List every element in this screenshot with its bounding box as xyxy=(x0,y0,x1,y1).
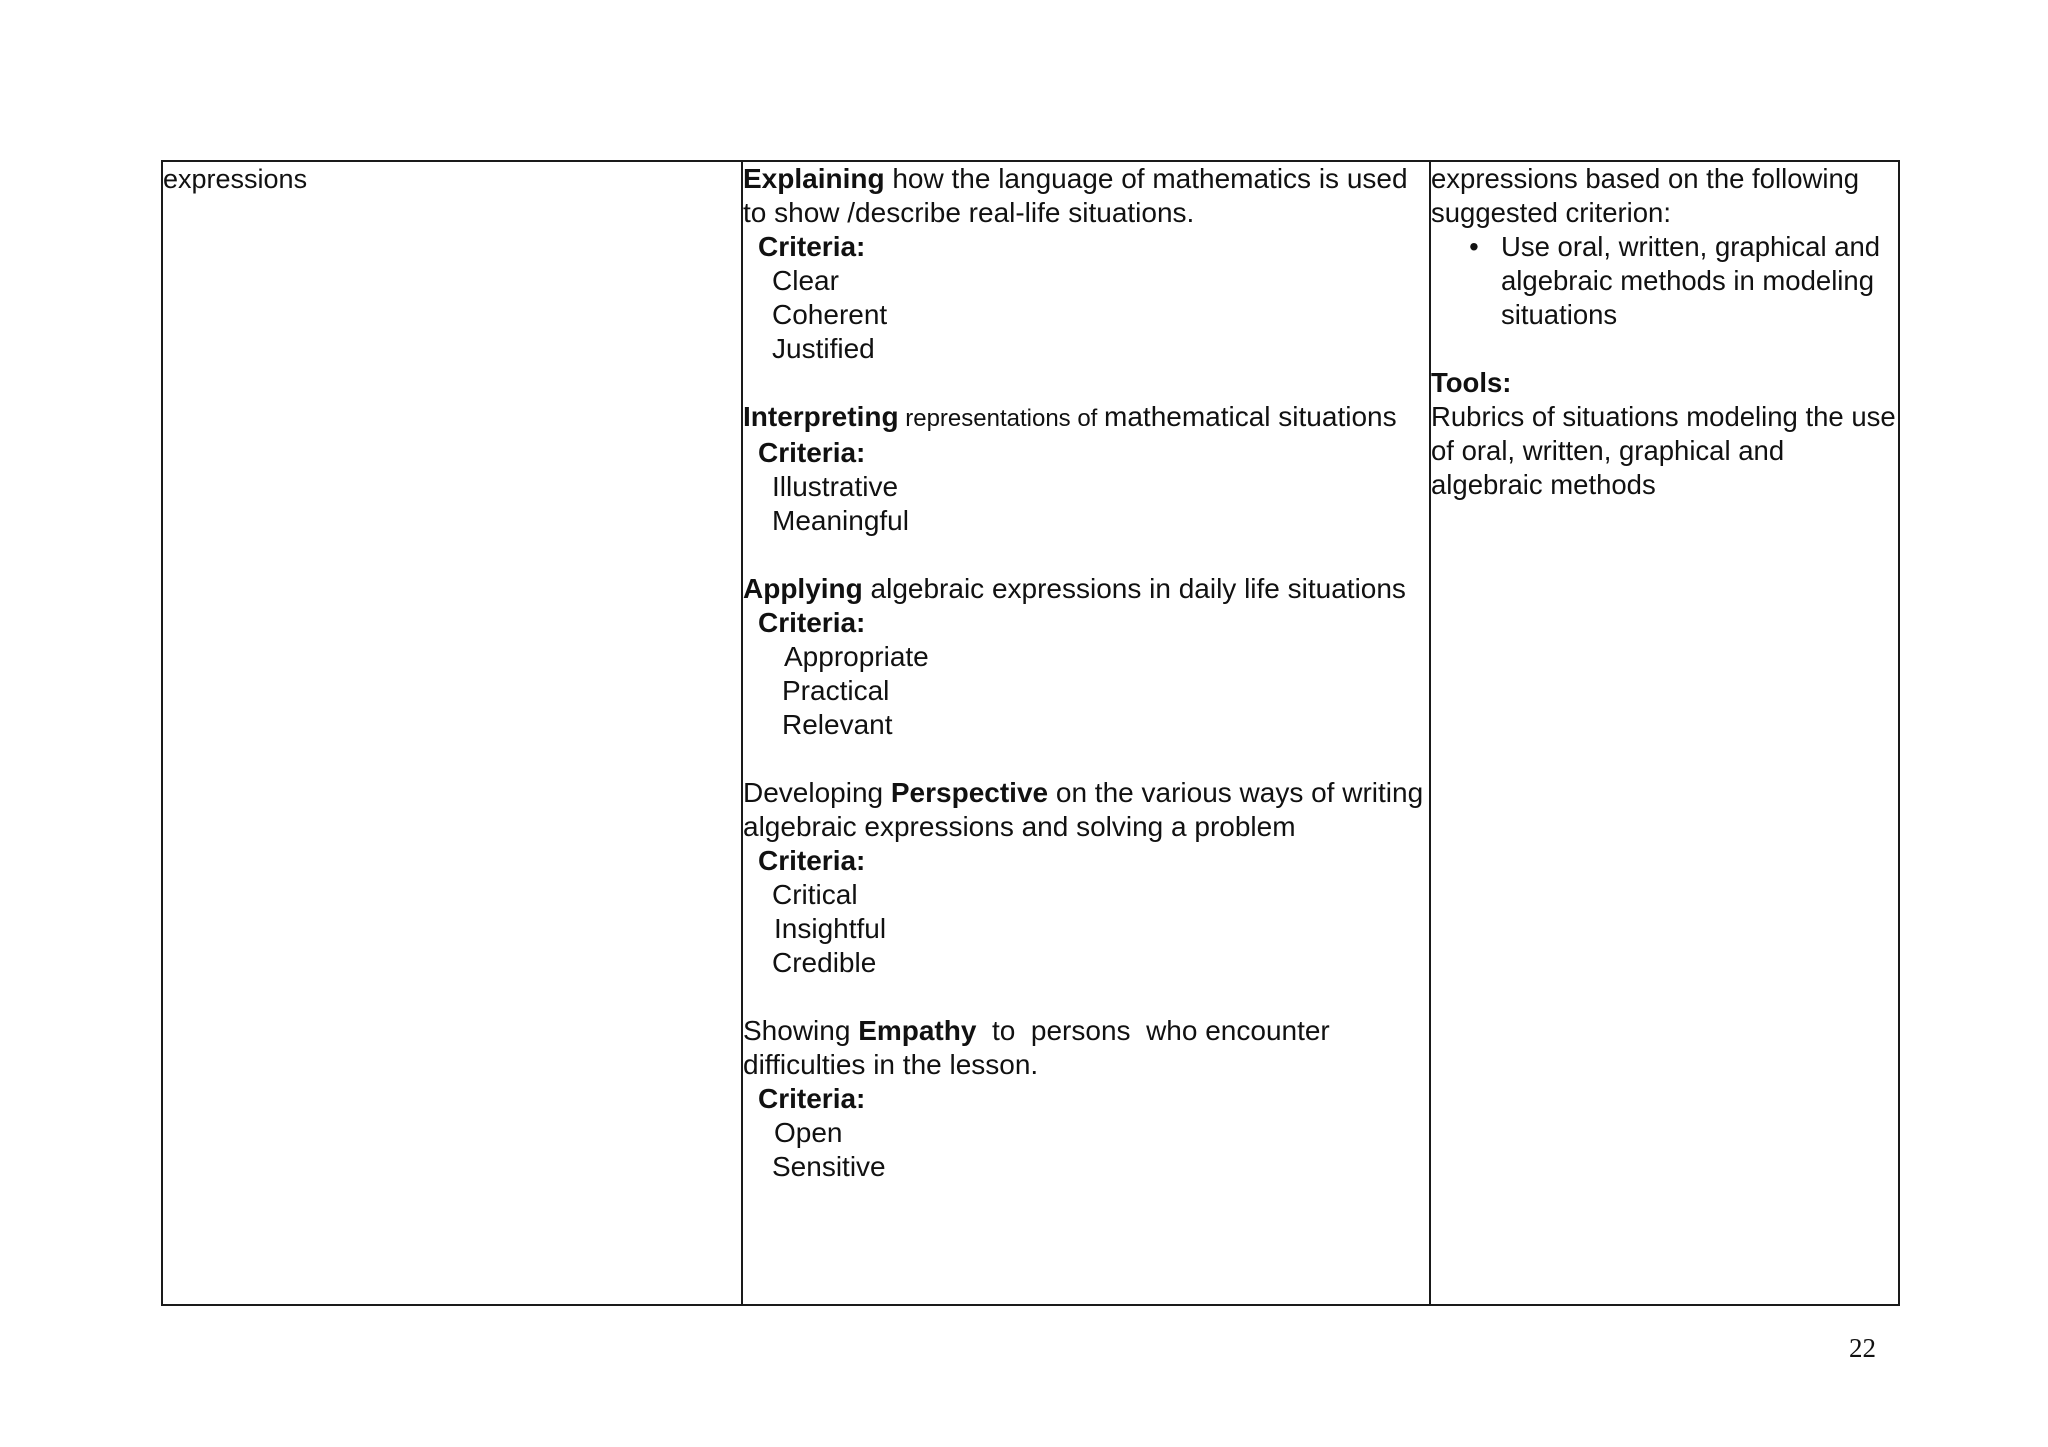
section-keyword: Empathy xyxy=(858,1015,977,1046)
section-keyword: Explaining xyxy=(743,163,885,194)
criteria-item: Practical xyxy=(782,675,890,706)
section-text: mathematical situations xyxy=(1104,401,1397,432)
table-cell-competency xyxy=(162,161,742,1305)
criteria-item: Critical xyxy=(772,879,858,910)
section-text: algebraic expressions in daily life situations xyxy=(862,573,1406,604)
cell-text: expressions xyxy=(163,164,308,194)
criteria-item: Justified xyxy=(772,333,875,364)
table-row xyxy=(162,161,1899,1305)
criteria-item: Illustrative xyxy=(772,471,899,502)
section-text: on the various ways of writing algebraic expressions and solving a problem xyxy=(743,777,1424,842)
section-text: how the language of mathematics is used to show /describe real-life situations. xyxy=(743,163,1408,228)
bullet-icon: • xyxy=(1469,231,1479,262)
assessment-intro: expressions based on the following suggested criterion: xyxy=(1431,163,1860,228)
section-perspective xyxy=(743,776,1429,844)
tools-text: Rubrics of situations modeling the use of oral, written, graphical and algebraic methods xyxy=(1431,401,1896,500)
criteria-item: Clear xyxy=(772,265,839,296)
criteria-label: Criteria: xyxy=(758,437,866,468)
criteria-item: Open xyxy=(774,1117,843,1148)
section-prefix: Developing xyxy=(743,777,891,808)
section-text: to persons who encounter difficulties in the lesson. xyxy=(743,1015,1338,1080)
criteria-label: Criteria: xyxy=(758,845,866,876)
criteria-item: Sensitive xyxy=(772,1151,886,1182)
section-applying xyxy=(743,572,1429,606)
section-interpreting xyxy=(743,400,1429,436)
section-text-small: representations of xyxy=(898,405,1105,432)
criteria-label: Criteria: xyxy=(758,1083,866,1114)
bullet-item xyxy=(1431,230,1898,332)
section-keyword: Applying xyxy=(743,573,863,604)
section-keyword: Interpreting xyxy=(743,401,899,432)
criteria-item: Credible xyxy=(772,947,877,978)
section-prefix: Showing xyxy=(743,1015,859,1046)
tools-label: Tools: xyxy=(1431,367,1512,398)
criteria-item: Meaningful xyxy=(772,505,909,536)
criteria-item: Relevant xyxy=(782,709,893,740)
table-cell-assessment xyxy=(1430,161,1899,1305)
criteria-label: Criteria: xyxy=(758,607,866,638)
section-keyword: Perspective xyxy=(890,777,1049,808)
assessment-table xyxy=(161,160,1900,1306)
table-cell-criteria xyxy=(742,161,1430,1305)
criteria-item: Insightful xyxy=(774,913,887,944)
section-explaining xyxy=(743,162,1429,230)
section-empathy xyxy=(743,1014,1429,1082)
criteria-label: Criteria: xyxy=(758,231,866,262)
page-number: 22 xyxy=(1849,1333,1876,1363)
bullet-text: Use oral, written, graphical and algebraic methods in modeling situations xyxy=(1501,231,1881,330)
criteria-item: Coherent xyxy=(772,299,888,330)
criteria-item: Appropriate xyxy=(784,641,929,672)
